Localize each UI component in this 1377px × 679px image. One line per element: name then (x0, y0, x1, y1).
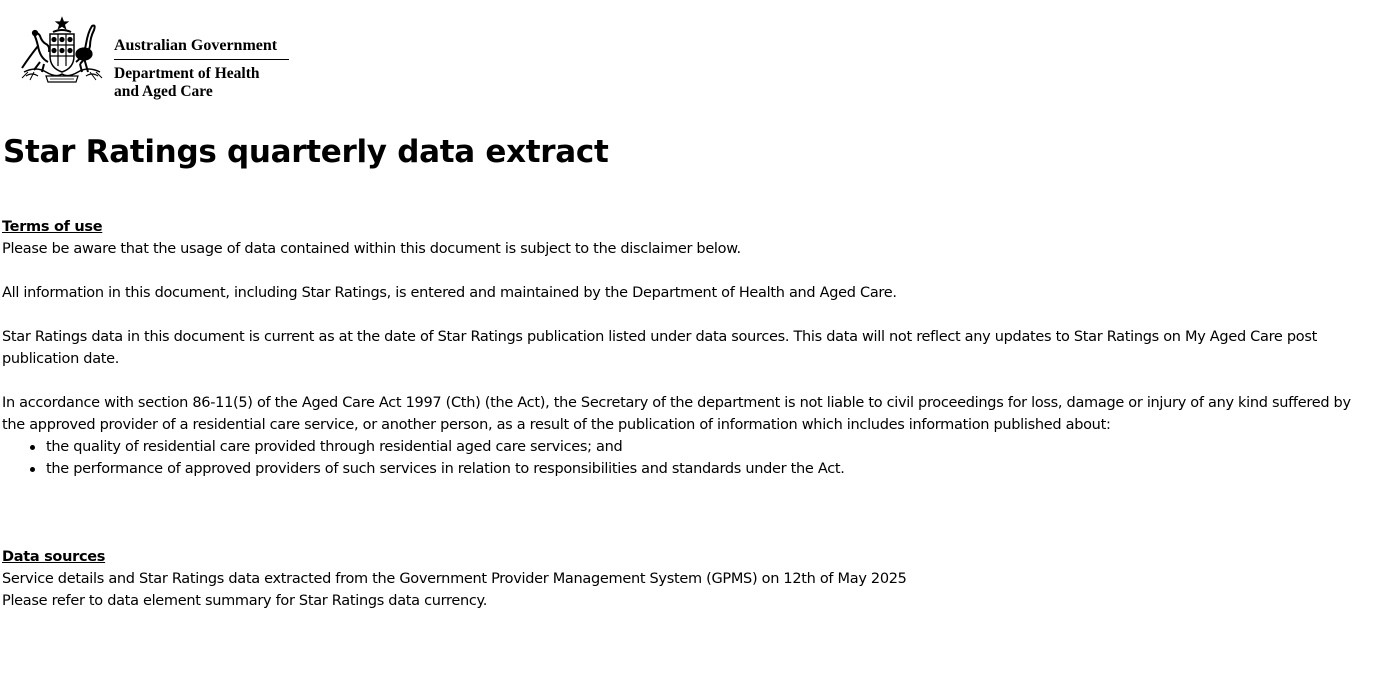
page-title: Star Ratings quarterly data extract (3, 134, 609, 170)
commonwealth-coat-of-arms-icon (16, 16, 108, 88)
data-sources-heading: Data sources (2, 549, 106, 565)
terms-heading: Terms of use (2, 219, 103, 235)
government-logo (16, 16, 289, 100)
data-sources-line: Please refer to data element summary for Star Ratings data currency. (2, 593, 488, 609)
terms-paragraph: All information in this document, including Star Ratings, is entered and maintained by the Department of Health and Aged Care. (2, 285, 897, 301)
list-item: the performance of approved providers of such services in relation to responsibilities and standards under the Act. (46, 458, 1352, 480)
department-name: Department of Health and Aged Care (114, 65, 260, 100)
terms-paragraph: In accordance with section 86-11(5) of the Aged Care Act 1997 (Cth) (the Act), the Secretary of the department is not liable to civil proceedings for loss, damage or injury of any kind suffered by the approved provider of a residential care service, or another person, as a result of the publication of information which includes information published about: (2, 395, 1351, 433)
disclaimer-list (2, 436, 1352, 480)
data-sources-line: Service details and Star Ratings data extracted from the Government Provider Management System (GPMS) on 12th of May 2025 (2, 571, 907, 587)
government-name: Australian Government (114, 37, 289, 60)
data-sources-section (2, 546, 1352, 612)
list-item: the quality of residential care provided through residential aged care services; and (46, 436, 1352, 458)
terms-paragraph: Please be aware that the usage of data contained within this document is subject to the disclaimer below. (2, 241, 741, 257)
terms-of-use-section (2, 216, 1352, 480)
terms-paragraph: Star Ratings data in this document is current as at the date of Star Ratings publication listed under data sources. This data will not reflect any updates to Star Ratings on My Aged Care post publication date. (2, 329, 1317, 367)
